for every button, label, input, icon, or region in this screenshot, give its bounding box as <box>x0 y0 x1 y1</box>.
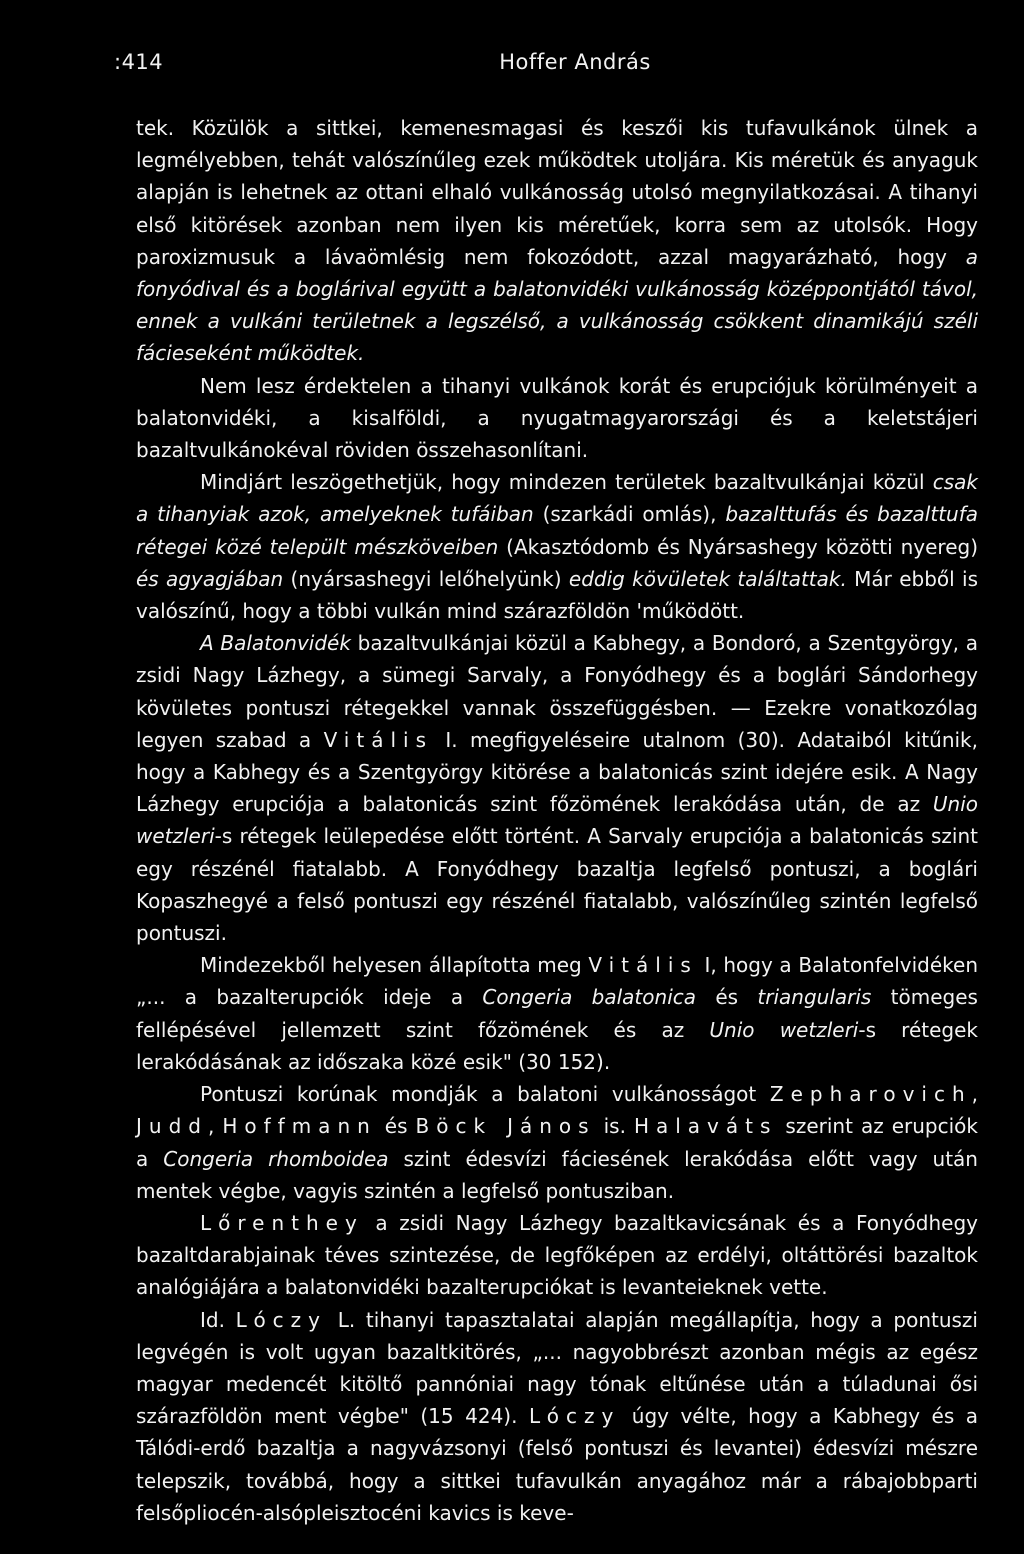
italic-text: Unio wetzleri <box>709 1017 859 1042</box>
paragraph <box>136 370 978 467</box>
text-run: Mindezekből helyesen állapította meg <box>200 953 589 978</box>
text-run: bazaltvulkánjai közül a Kabhegy, a Bondoró, a Szentgyörgy, a zsidi Nagy Lázhegy, a sümegi Sarvaly, a Fonyódhegy és a boglári Sándorhegy kövületes pontuszi rétegekkel vannak összefüggésben. — Ezekre vonatkozólag legyen szabad a <box>136 631 978 752</box>
book-page <box>114 48 979 1529</box>
text-run: , <box>207 1114 223 1139</box>
page-header <box>114 48 978 82</box>
spaced-name: Zepharovich <box>769 1082 972 1107</box>
text-run: úgy vélte, hogy a Kabhegy és a Tálódi-erdő bazaltja a nagyvázsonyi (felső pontuszi és levantei) édesvízi mészre telepszik, továbbá, hogy a sittkei tufavulkán anyagához már a rábajobbparti felsőpliocén-alsópleisztocéni kavics is keve- <box>136 1404 978 1525</box>
text-run: tömeges fellépésével jellemzett szint főzömének és az <box>136 985 978 1042</box>
text-run: I. megfigyeléseire utalnom (30). Adataiból kitűnik, hogy a Kabhegy és a Szentgyörgy kitörése a balatonicás szint idejére esik. A Nagy Lázhegy erupciója a balatonicás szint főzömének lerakódása után, de az <box>136 727 978 817</box>
paragraph <box>136 466 978 627</box>
text-run: -s rétegek lerakódásának az időszaka közé esik" (30 152). <box>136 1017 979 1074</box>
text-run: , <box>971 1082 978 1107</box>
text-run: (szarkádi omlás), <box>533 502 726 527</box>
text-run: Már ebből is valószínű, hogy a többi vulkán mind szárazföldön 'működött. <box>136 566 978 624</box>
paragraph <box>136 112 978 370</box>
spaced-name: Vitális <box>323 727 433 752</box>
italic-text: Unio wetzleri <box>136 792 978 849</box>
spaced-name: Böck János <box>415 1114 596 1139</box>
spaced-name: Lóczy <box>235 1307 328 1332</box>
spaced-name: Halaváts <box>633 1114 778 1139</box>
paragraph <box>136 627 978 949</box>
paragraph <box>136 1078 978 1207</box>
text-run: is. <box>595 1114 634 1139</box>
text-run: (nyársashegyi lelőhelyünk) <box>283 566 569 591</box>
body-text <box>136 112 978 1529</box>
italic-text: eddig kövületek találtattak. <box>568 566 847 591</box>
text-run: Id. <box>200 1307 236 1332</box>
spaced-name: Vitális <box>588 953 698 978</box>
text-run: Mindjárt leszögethetjük, hogy mindezen területek bazaltvulkánjai közül <box>200 470 933 495</box>
spaced-name: Lóczy <box>528 1404 621 1429</box>
paragraph <box>136 1304 978 1529</box>
spaced-name: Judd <box>136 1114 208 1139</box>
text-run: és <box>696 985 758 1010</box>
page-number: :414 <box>114 50 164 74</box>
text-run: tek. Közülök a sittkei, kemenesmagasi és keszői kis tufavulkánok ülnek a legmélyebben, tehát valószínűleg ezek működtek utoljára. Kis méretük és anyaguk alapján is lehetnek az ottani elhaló vulkánosság utolsó megnyilatkozásai. A tihanyi első kitörések azonban nem ilyen kis méretűek, korra sem az utolsók. Hogy paroxizmusuk a lávaömlésig nem fokozódott, azzal magyarázható, hogy <box>136 116 978 269</box>
italic-text: csak a tihanyiak azok, amelyeknek tufáiban <box>136 470 978 527</box>
paragraph <box>136 1207 978 1304</box>
italic-text: triangularis <box>757 985 872 1010</box>
spaced-name: Lőrenthey <box>200 1210 364 1235</box>
italic-text: Congeria rhomboidea <box>163 1146 389 1171</box>
text-run: I, hogy a Balatonfelvidéken „... a bazalterupciók ideje a <box>136 953 979 1010</box>
text-run: Nem lesz érdektelen a tihanyi vulkánok korát és erupciójuk körülményeit a balatonvidéki, a kisalföldi, a nyugatmagyarországi és a keletstájeri bazaltvulkánokéval röviden összehasonlítani. <box>136 373 978 463</box>
text-run: L. tihanyi tapasztalatai alapján megállapítja, hogy a pontuszi legvégén is volt ugyan bazaltkitörés, „... nagyobbrészt azonban mégis az egész magyar medencét kitöltő pannóniai nagy tónak eltűnése után a túladunai ősi szárazföldön ment végbe" (15 424). <box>136 1307 978 1429</box>
running-head: Hoffer András <box>499 50 651 74</box>
italic-text: A Balatonvidék <box>200 631 351 656</box>
paragraph <box>136 949 978 1078</box>
text-run: és <box>376 1114 416 1139</box>
italic-text: Congeria balatonica <box>482 985 696 1010</box>
italic-text: és agyagjában <box>136 566 284 591</box>
text-run: (Akasztódomb és Nyársashegy közötti nyereg) <box>498 534 978 559</box>
text-run: a zsidi Nagy Lázhegy bazaltkavicsának és a Fonyódhegy bazaltdarabjainak téves szintezése, de legfőképen az erdélyi, oltáttörési bazaltok analógiájára a balatonvidéki bazalterupciókat is levanteieknek vette. <box>136 1210 978 1300</box>
italic-text: bazalttufás és bazalttufa rétegei közé települt mészköveiben <box>136 502 979 559</box>
text-run: Pontuszi korúnak mondják a balatoni vulkánosságot <box>200 1082 770 1107</box>
text-run: szerint az erupciók a <box>136 1114 978 1171</box>
spaced-name: Hoffmann <box>222 1114 377 1139</box>
text-run: -s rétegek leülepedése előtt történt. A Sarvaly erupciója a balatonicás szint egy részénél fiatalabb. A Fonyódhegy bazaltja legfelső pontuszi, a boglári Kopaszhegyé a felső pontuszi egy részénél fiatalabb, valószínűleg szintén legfelső pontuszi. <box>136 824 978 946</box>
text-run: szint édesvízi fáciesének lerakódása előtt vagy után mentek végbe, vagyis szintén a legfelső pontusziban. <box>136 1146 978 1203</box>
italic-text: a fonyódival és a boglárival együtt a balatonvidéki vulkánosság középpontjától távol, ennek a vulkáni területnek a legszélső, a vulkánosság csökkent dinamikájú széli fácieseként működtek. <box>136 244 978 366</box>
